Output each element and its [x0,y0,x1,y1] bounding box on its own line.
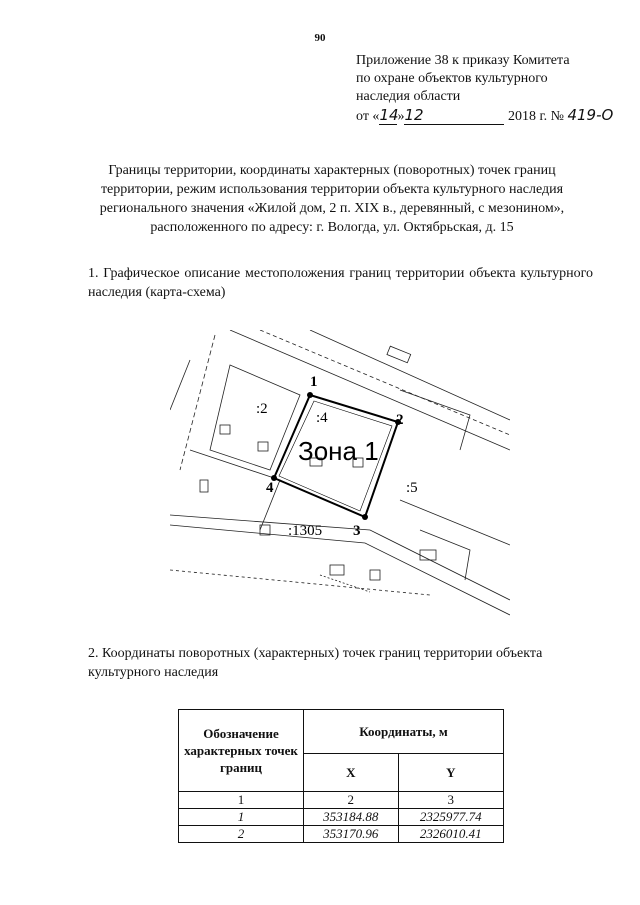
table-row [179,826,504,843]
index-cell: 1 [179,792,304,809]
date-month: 12 [404,106,504,125]
designation-header: Обозначение характерных точек границ [179,710,304,792]
parcel-label-1305: :1305 [288,523,323,539]
coordinates-header: Координаты, м [304,710,504,754]
x-cell: 353184.88 [304,809,399,826]
x-cell: 353170.96 [304,826,399,843]
index-cell: 2 [304,792,399,809]
appendix-header [356,52,626,124]
parcel-label-2: :2 [256,401,268,417]
point-label-2: 2 [396,412,404,428]
page-number: 90 [314,32,326,44]
table-index-row [179,792,504,809]
appendix-line-1: Приложение 38 к приказу Комитета [356,53,570,68]
point-label-3: 3 [353,523,361,539]
appendix-line-2: по охране объектов культурного [356,71,548,86]
date-mid: » [397,109,405,124]
date-day: 14 [379,106,399,124]
table-row [179,809,504,826]
index-cell: 3 [398,792,503,809]
parcel-label-4: :4 [316,410,328,426]
point-label-1: 1 [310,374,318,390]
section-2-heading: 2. Координаты поворотных (характерных) точек границ территории объекта культурного наследия [88,646,543,680]
zone-label: Зона 1 [298,436,379,466]
point-cell: 1 [179,809,304,826]
point-label-4: 4 [266,480,274,496]
order-number: 419-О [567,106,614,124]
y-header: Y [398,754,503,792]
date-prefix: от « [356,109,380,124]
x-header: X [304,754,399,792]
point-1-marker [307,392,313,398]
coordinates-table [178,709,504,843]
appendix-date-line [356,106,626,124]
y-cell: 2326010.41 [398,826,503,843]
date-year: 2018 г. № [507,109,564,124]
parcel-label-5: :5 [406,480,418,496]
document-title: Границы территории, координаты характерных (поворотных) точек границ территории, режим использования территории объекта культурного наследия регионального значения «Жилой дом, 2 п. XIX в., деревянный, с мезонином», расположенного по адресу: г. Вологда, ул. Октябрьская, д. 15 [99,163,565,235]
site-map [170,330,510,620]
appendix-line-3: наследия области [356,89,461,104]
section-1-heading: 1. Графическое описание местоположения границ территории объекта культурного наследия (карта-схема) [88,266,593,300]
point-cell: 2 [179,826,304,843]
y-cell: 2325977.74 [398,809,503,826]
point-3-marker [362,514,368,520]
